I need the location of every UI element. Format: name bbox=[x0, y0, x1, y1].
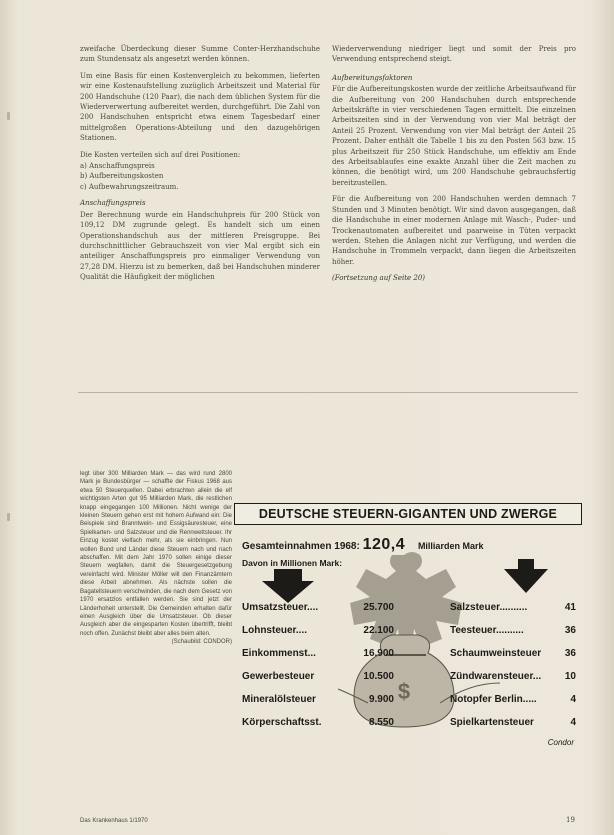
binding-mark bbox=[7, 112, 10, 120]
artist-signature: Condor bbox=[547, 738, 574, 747]
section-divider bbox=[78, 392, 578, 393]
list-item: c) Aufbewahrungszeitraum. bbox=[80, 182, 179, 191]
giant-tax-row bbox=[242, 671, 394, 682]
breakdown-caption: Davon in Millionen Mark: bbox=[242, 558, 343, 568]
tax-name: Teesteuer.......... bbox=[450, 625, 524, 636]
paragraph: zweifache Überdeckung dieser Summe Conter-Herzhandschuhe zum Stundensatz als angesetzt werden können. bbox=[80, 45, 320, 64]
giant-tax-row bbox=[242, 602, 394, 613]
giant-tax-row bbox=[242, 648, 394, 659]
total-unit: Milliarden Mark bbox=[417, 541, 484, 551]
journal-footer: Das Krankenhaus 1/1970 bbox=[80, 818, 148, 824]
dwarf-tax-row bbox=[450, 694, 576, 705]
total-revenue bbox=[242, 536, 483, 554]
tax-value: 4 bbox=[570, 717, 576, 728]
paragraph: Die Kosten verteilen sich auf drei Positionen: bbox=[80, 150, 241, 159]
tax-value: 10 bbox=[564, 671, 576, 682]
paragraph: Für die Aufbereitungskosten wurde der zeitliche Arbeitsaufwand für die Aufbereitung von 200 Handschuhen durch entsprechende Arbeitskräfte in vier verschiedenen Tagen ermittelt. Die einzelnen Arbeitszeiten sind in der Verwendung von vier Mal beträgt der Anteil 25 Prozent. Verwendung von vier Mal beträgt der Anteil 25 Prozent. Daher enthält die Tabelle 1 bis zu den Posten 563 bzw. 15 plus Arbeitszeit für 250 Stück Handschuhe, um effektiv am Ende des Arbeitsablaufes eine exakte Anzahl über die Zeit machen zu können, die benötigt wird, um 200 Handschuhe gebrauchsfertig bereitzustellen. bbox=[332, 85, 576, 187]
tax-name: Zündwarensteuer... bbox=[450, 671, 542, 682]
paragraph: Wiederverwendung niedriger liegt und somit der Preis pro Verwendung entsprechend steigt. bbox=[332, 45, 576, 64]
continuation-note: (Fortsetzung auf Seite 20) bbox=[332, 274, 426, 283]
arrow-down-left-icon bbox=[262, 569, 314, 603]
sidebar-text bbox=[80, 470, 232, 647]
tax-infographic bbox=[234, 503, 582, 747]
total-value: 120,4 bbox=[362, 536, 406, 553]
giant-tax-row bbox=[242, 717, 394, 728]
section-heading: Aufbereitungsfaktoren bbox=[332, 73, 413, 82]
list-item: a) Anschaffungspreis bbox=[80, 162, 155, 171]
dwarf-tax-row bbox=[450, 717, 576, 728]
arrow-down-right-icon bbox=[504, 559, 548, 593]
paragraph: Für die Aufbereitung von 200 Handschuhen werden demnach 7 Stunden und 3 Minuten benötigt. Wir sind davon ausgegangen, daß die Handschuhe in einer modernen Anlage mit Wasch-, Puder- und Trockenautomaten aufbereitet und paarweise in Tüten verpackt werden. Stehen die Anlagen nicht zur Verfügung, und werden die Handschuhe in Trommeln verpackt, dann liegen die Arbeitszeiten höher. bbox=[332, 195, 576, 266]
article-right-column bbox=[332, 44, 576, 285]
tax-name: Gewerbesteuer bbox=[242, 671, 315, 682]
article-left-column bbox=[80, 44, 320, 289]
tax-name: Salzsteuer.......... bbox=[450, 602, 528, 613]
tax-value: 25.700 bbox=[363, 602, 394, 613]
page-number: 19 bbox=[566, 816, 575, 824]
tax-name: Körperschaftsst. bbox=[242, 717, 322, 728]
tax-name: Lohnsteuer.... bbox=[242, 625, 308, 636]
binding-mark bbox=[7, 513, 10, 521]
tax-value: 36 bbox=[564, 648, 576, 659]
giant-tax-row bbox=[242, 694, 394, 705]
tax-value: 41 bbox=[564, 602, 576, 613]
tax-name: Umsatzsteuer.... bbox=[242, 602, 319, 613]
dwarf-tax-row bbox=[450, 671, 576, 682]
tax-value: 8.550 bbox=[368, 717, 394, 728]
giant-tax-row bbox=[242, 625, 394, 636]
paragraph: Um eine Basis für einen Kostenvergleich zu bekommen, lieferten wir eine Kostenaufstellung zuzüglich Arbeitszeit und Material für 200 Handschuhe (120 Paar), die nach dem üblichen System für die Wiederverwertung aufbereitet werden, durchgeführt. Die Zahl von 200 Handschuhen entspricht etwa einem Tagesbedarf einer mittelgroßen Operations-Abteilung und den dazugehörigen Stationen. bbox=[80, 71, 320, 143]
tax-name: Spielkartensteuer bbox=[450, 717, 534, 728]
tax-name: Mineralölsteuer bbox=[242, 694, 316, 705]
tax-value: 10.500 bbox=[363, 671, 394, 682]
graphic-credit: (Schaubild: CONDOR) bbox=[171, 639, 232, 646]
cost-list bbox=[80, 161, 320, 192]
sidebar-paragraph: legt über 300 Milliarden Mark — das wird rund 2800 Mark je Bundesbürger — schaffte der Fiskus 1968 aus etwa 50 Steuerquellen. Dabei erbrachten allein die elf wichtigsten Arten gut 95 Milliarden Mark, die restlichen knapp eingegangen 100 Millionen. Nicht wenige der kleinen Steuern gehen erst mit hohem Aufwand ein: Die Beispiele sind Branntwein- und Essigsäuresteuer, eine Spielkarten- und Salzsteuer und die Rennwettsteuer. Ihr Einzug kostet vielfach mehr, als sie einbringen. Nun wollen Bund und Länder diese Steuern nach und nach abschaffen. Mit dem Jahr 1970 sollen einige dieser Steuern wegfallen, damit die Steuergesetzgebung vereinfacht wird. Minister Möller will den Finanzämtern diese Arbeit abnehmen. Als nächste sollen die Bagatellsteuern verschwinden, die nach dem Gesetz von 1970 ersatzlos entfallen werden. Sie sind jetzt der Länderhoheit unterstellt. Die Gemeinden erhalten dafür einen Ausgleich über die Umsatzsteuer. Ob dieser Ausgleich aber die eingesparten Kosten übertrifft, bleibt noch offen. Zunächst bleibt aber alles beim alten. bbox=[80, 471, 232, 637]
paragraph: Der Berechnung wurde ein Handschuhpreis für 200 Stück von 109,12 DM zugrunde gelegt. Es handelt sich um einen Operationshandschuh aus der mittleren Preisgruppe. Bei durchschnittlicher Gebrauchszeit von vier Mal ergibt sich ein anteiliger Anschaffungspreis pro einmaliger Verwendung von 27,28 DM. Hierzu ist zu bemerken, daß bei Handschuhen minderer Qualität die Häufigkeit der möglichen bbox=[80, 210, 320, 282]
infographic-title: DEUTSCHE STEUERN-GIGANTEN UND ZWERGE bbox=[234, 503, 582, 525]
dwarf-tax-row bbox=[450, 625, 576, 636]
tax-value: 4 bbox=[570, 694, 576, 705]
tax-value: 22.100 bbox=[363, 625, 394, 636]
tax-value: 16.900 bbox=[363, 648, 394, 659]
tax-name: Notopfer Berlin..... bbox=[450, 694, 537, 705]
svg-text:$: $ bbox=[397, 679, 411, 704]
list-item: b) Aufbereitungskosten bbox=[80, 172, 164, 181]
tax-value: 9.900 bbox=[368, 694, 394, 705]
tax-name: Schaumweinsteuer bbox=[450, 648, 542, 659]
dwarf-tax-row bbox=[450, 648, 576, 659]
section-heading: Anschaffungspreis bbox=[80, 199, 146, 208]
tax-value: 36 bbox=[564, 625, 576, 636]
tax-name: Einkommenst... bbox=[242, 648, 316, 659]
total-label: Gesamteinnahmen 1968: bbox=[242, 541, 360, 552]
dwarf-tax-row bbox=[450, 602, 576, 613]
